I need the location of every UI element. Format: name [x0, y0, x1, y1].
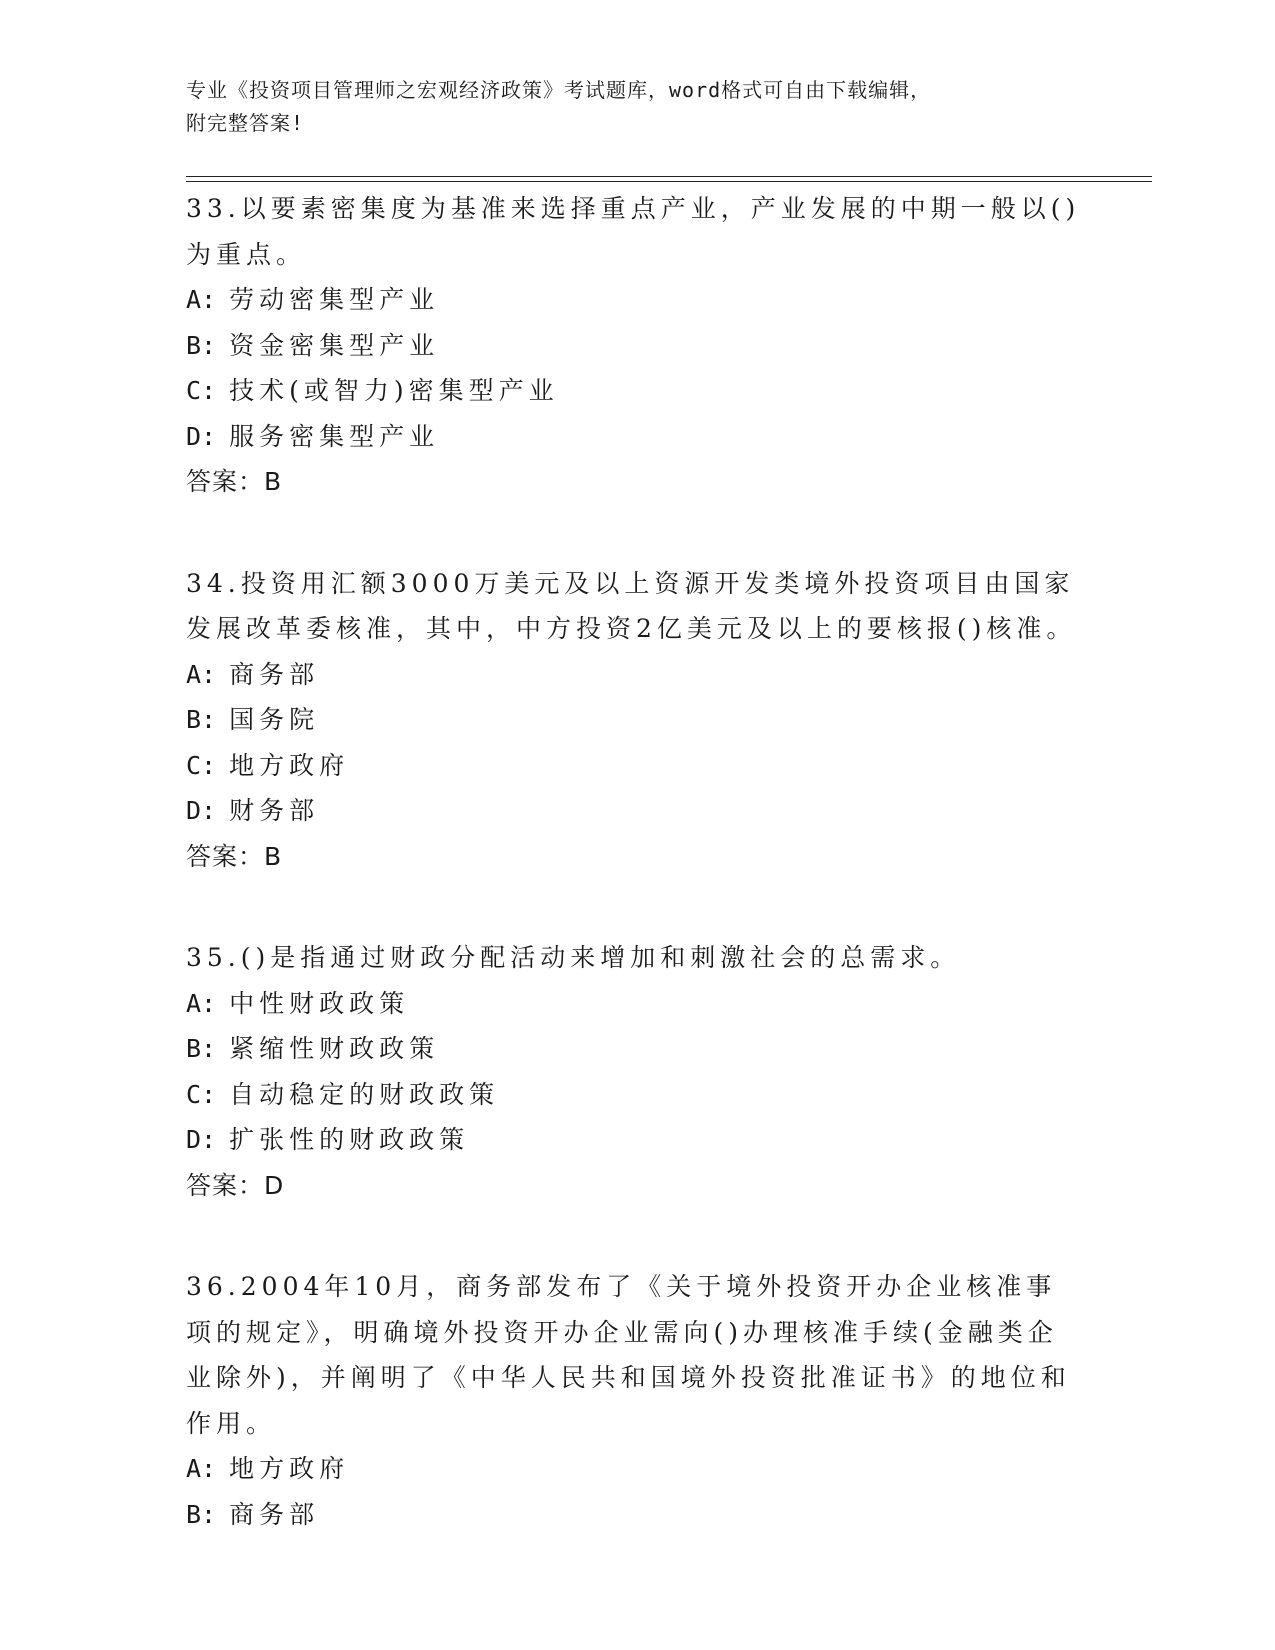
option-text: 商务部	[229, 1499, 320, 1529]
option-text: 地方政府	[229, 1454, 350, 1483]
option-text: 服务密集型产业	[229, 421, 440, 451]
answer: 答案：D	[186, 1170, 285, 1200]
option-b	[186, 1026, 1086, 1072]
option-letter: A:	[186, 285, 217, 314]
option-text: 紧缩性财政政策	[229, 1034, 440, 1063]
option-a	[186, 277, 1086, 323]
option-letter: A:	[186, 988, 217, 1018]
option-a	[186, 981, 1086, 1027]
option-letter: B:	[186, 1499, 217, 1529]
option-letter: B:	[186, 1034, 217, 1063]
question-35	[186, 935, 1086, 1208]
option-text: 劳动密集型产业	[229, 285, 440, 314]
option-text: 商务部	[229, 659, 320, 689]
option-d	[186, 788, 1086, 834]
question-36	[186, 1264, 1086, 1537]
option-b	[186, 697, 1086, 743]
option-d	[186, 1117, 1086, 1163]
option-letter: C:	[186, 750, 217, 780]
option-d	[186, 414, 1086, 460]
option-text: 扩张性的财政政策	[229, 1125, 470, 1154]
option-b	[186, 1492, 1086, 1538]
option-text: 自动稳定的财政政策	[229, 1079, 500, 1109]
option-letter: D:	[186, 1125, 217, 1154]
option-c	[186, 368, 1086, 414]
option-letter: A:	[186, 659, 217, 689]
option-a	[186, 1446, 1086, 1492]
question-text: 33.以要素密集度为基准来选择重点产业，产业发展的中期一般以()为重点。	[186, 194, 1081, 269]
option-letter: C:	[186, 376, 217, 405]
option-text: 财务部	[229, 796, 320, 825]
question-text: 36.2004年10月，商务部发布了《关于境外投资开办企业核准事项的规定》，明确境外投资开办企业需向()办理核准手续(金融类企业除外)，并阐明了《中华人民共和国境外投资批准证书》的地位和作用。	[186, 1272, 1071, 1438]
answer: 答案：B	[186, 841, 283, 871]
question-list	[186, 186, 1086, 1593]
question-text: 34.投资用汇额3000万美元及以上资源开发类境外投资项目由国家发展改革委核准，其中，中方投资2亿美元及以上的要核报()核准。	[186, 568, 1077, 643]
option-b	[186, 323, 1086, 369]
option-letter: A:	[186, 1454, 217, 1483]
option-c	[186, 1072, 1086, 1118]
option-text: 地方政府	[229, 750, 350, 780]
header-divider-bottom	[186, 181, 1152, 182]
option-c	[186, 743, 1086, 789]
option-letter: D:	[186, 421, 217, 451]
option-a	[186, 652, 1086, 698]
option-text: 资金密集型产业	[229, 330, 440, 360]
header-line-1: 专业《投资项目管理师之宏观经济政策》考试题库，word格式可自由下载编辑，	[186, 78, 932, 102]
option-letter: D:	[186, 796, 217, 825]
option-letter: C:	[186, 1079, 217, 1109]
answer: 答案：B	[186, 467, 283, 496]
document-header	[186, 74, 1066, 140]
header-divider-top	[186, 176, 1152, 177]
header-line-2: 附完整答案!	[186, 111, 305, 135]
option-letter: B:	[186, 705, 217, 734]
option-text: 中性财政政策	[229, 988, 410, 1018]
question-33	[186, 186, 1086, 505]
question-34	[186, 561, 1086, 880]
option-text: 国务院	[229, 705, 320, 734]
option-text: 技术(或智力)密集型产业	[229, 376, 559, 405]
question-text: 35.()是指通过财政分配活动来增加和刺激社会的总需求。	[186, 943, 961, 972]
option-letter: B:	[186, 330, 217, 360]
